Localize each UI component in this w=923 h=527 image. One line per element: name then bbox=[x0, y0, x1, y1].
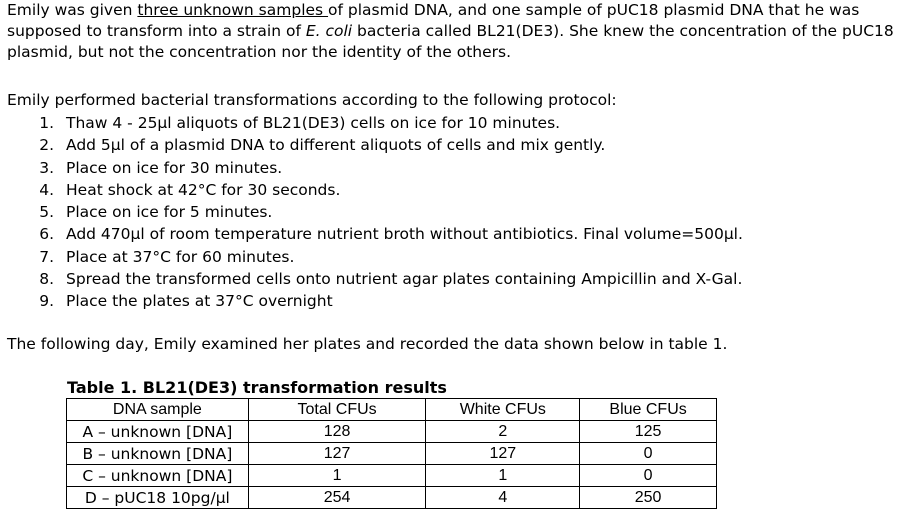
table-caption: Table 1. BL21(DE3) transformation results bbox=[67, 378, 447, 397]
table-cell: D – pUC18 10pg/µl bbox=[67, 487, 249, 509]
results-table bbox=[66, 398, 717, 509]
intro-text-3: bacteria called BL21(DE3). She knew the concentration of the pUC18 plasmid, but not the concentration nor the identity of the others. bbox=[7, 22, 894, 61]
step-number: 5. bbox=[39, 203, 54, 222]
step-text: Thaw 4 - 25µl aliquots of BL21(DE3) cells on ice for 10 minutes. bbox=[66, 114, 561, 132]
intro-text-2: of plasmid DNA, and one sample of pUC18 plasmid DNA that he was supposed to transform into a strain of bbox=[7, 1, 860, 40]
table-cell: 1 bbox=[426, 465, 580, 487]
step-number: 1. bbox=[39, 114, 54, 132]
table-cell: 127 bbox=[426, 443, 580, 465]
table-cell: 125 bbox=[580, 421, 717, 443]
step-number: 2. bbox=[39, 136, 54, 155]
table-cell: 0 bbox=[580, 443, 717, 465]
unknown-samples-link[interactable]: three unknown samples bbox=[137, 1, 329, 19]
organism-name: E. coli bbox=[305, 22, 353, 40]
step-number: 9. bbox=[39, 292, 54, 311]
table-row bbox=[67, 465, 717, 487]
step-number: 4. bbox=[39, 180, 54, 199]
table-cell: 128 bbox=[248, 421, 426, 443]
step-number: 7. bbox=[39, 247, 54, 266]
table-cell: 2 bbox=[426, 421, 580, 443]
table-cell: C – unknown [DNA] bbox=[67, 465, 249, 487]
table-row bbox=[67, 487, 717, 509]
column-header: DNA sample bbox=[67, 399, 249, 421]
step-text: Add 470µl of room temperature nutrient broth without antibiotics. Final volume=500µl. bbox=[66, 225, 743, 244]
table-cell: A – unknown [DNA] bbox=[67, 421, 249, 443]
intro-text-1: Emily was given bbox=[7, 1, 138, 19]
column-header: White CFUs bbox=[426, 399, 580, 421]
step-text: Place on ice for 5 minutes. bbox=[66, 203, 273, 222]
step-text: Add 5µl of a plasmid DNA to different aliquots of cells and mix gently. bbox=[66, 136, 606, 155]
step-text: Place at 37°C for 60 minutes. bbox=[66, 247, 295, 266]
step-text: Heat shock at 42°C for 30 seconds. bbox=[66, 180, 341, 199]
table-row bbox=[67, 443, 717, 465]
column-header: Total CFUs bbox=[248, 399, 426, 421]
step-text: Place on ice for 30 minutes. bbox=[66, 158, 283, 177]
table-cell: 127 bbox=[248, 443, 426, 465]
step-number: 8. bbox=[39, 270, 54, 289]
table-cell: 0 bbox=[580, 465, 717, 487]
step-number: 3. bbox=[39, 158, 54, 177]
step-text: Place the plates at 37°C overnight bbox=[66, 292, 333, 311]
protocol-lead: Emily performed bacterial transformations according to the following protocol: bbox=[7, 91, 617, 109]
table-header-row bbox=[67, 399, 717, 421]
table-cell: 254 bbox=[248, 487, 426, 509]
intro-paragraph bbox=[7, 0, 912, 63]
column-header: Blue CFUs bbox=[580, 399, 717, 421]
followup-paragraph: The following day, Emily examined her plates and recorded the data shown below in table 1. bbox=[7, 335, 728, 353]
table-cell: 1 bbox=[248, 465, 426, 487]
table-cell: 250 bbox=[580, 487, 717, 509]
step-number: 6. bbox=[39, 225, 54, 244]
table-cell: B – unknown [DNA] bbox=[67, 443, 249, 465]
step-text: Spread the transformed cells onto nutrient agar plates containing Ampicillin and X-Gal. bbox=[66, 270, 743, 289]
table-row bbox=[67, 421, 717, 443]
table-cell: 4 bbox=[426, 487, 580, 509]
